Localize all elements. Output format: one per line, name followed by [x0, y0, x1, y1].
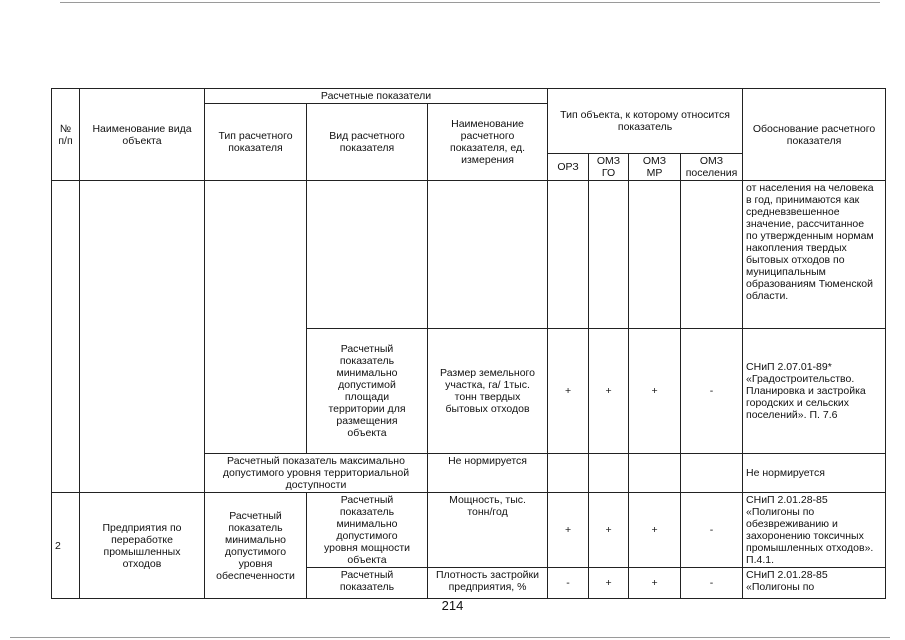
cell-omz-settlement-empty	[681, 454, 743, 493]
cell-indicator-unit: Не нормируется	[428, 454, 548, 493]
header-calc-indicators: Расчетные показатели	[205, 89, 548, 104]
header-indicator-kind: Вид расчетного показателя	[307, 104, 428, 181]
cell-type-empty	[205, 181, 307, 454]
header-basis: Обоснование расчетного показателя	[743, 89, 886, 181]
cell-basis: от населения на человека в год, принимаются как средневзвешенное значение, рассчитанное по утвержденным нормам накопления твердых бытовых отходов по муниципальным образованиям Тюменской области.	[743, 181, 886, 329]
cell-orz-empty	[548, 181, 589, 329]
cell-omz-go-empty	[589, 454, 629, 493]
cell-basis: Не нормируется	[743, 454, 886, 493]
cell-basis: СНиП 2.01.28-85 «Полигоны по	[743, 568, 886, 599]
cell-indicator-kind: Расчетный показатель минимально допустимой площади территории для размещения объекта	[307, 329, 428, 454]
cell-omz-mr: +	[629, 568, 681, 599]
cell-omz-go: +	[589, 493, 629, 568]
cell-orz-empty	[548, 454, 589, 493]
table-row	[52, 181, 886, 329]
header-object-type: Тип объекта, к которому относится показатель	[548, 89, 743, 154]
cell-omz-go: +	[589, 329, 629, 454]
cell-basis: СНиП 2.01.28-85 «Полигоны по обезвреживанию и захоронению токсичных промышленных отходов». П.4.1.	[743, 493, 886, 568]
scan-artifact-bottom	[10, 637, 890, 638]
cell-omz-settlement: -	[681, 493, 743, 568]
cell-omz-mr: +	[629, 493, 681, 568]
header-orz: ОРЗ	[548, 154, 589, 181]
cell-unit-empty	[428, 181, 548, 329]
cell-indicator-kind: Расчетный показатель минимально допустимого уровня мощности объекта	[307, 493, 428, 568]
cell-indicator-unit: Мощность, тыс. тонн/год	[428, 493, 548, 568]
cell-indicator-kind: Расчетный показатель	[307, 568, 428, 599]
scan-artifact-top	[60, 2, 880, 3]
cell-omz-mr: +	[629, 329, 681, 454]
header-row-1	[52, 89, 886, 104]
cell-indicator-type-kind: Расчетный показатель максимально допустимого уровня территориальной доступности	[205, 454, 428, 493]
cell-object-name: Предприятия по переработке промышленных отходов	[80, 493, 205, 599]
table-row	[52, 493, 886, 568]
cell-indicator-unit: Размер земельного участка, га/ 1тыс. тонн твердых бытовых отходов	[428, 329, 548, 454]
header-omz-go: ОМЗ ГО	[589, 154, 629, 181]
cell-number: 2	[52, 493, 80, 599]
header-omz-settlement: ОМЗ поселения	[681, 154, 743, 181]
cell-basis: СНиП 2.07.01-89* «Градостроительство. Планировка и застройка городских и сельских поселений». П. 7.6	[743, 329, 886, 454]
cell-omz-mr-empty	[629, 181, 681, 329]
cell-name-empty	[80, 181, 205, 493]
cell-orz: -	[548, 568, 589, 599]
cell-kind-empty	[307, 181, 428, 329]
cell-indicator-unit: Плотность застройки предприятия, %	[428, 568, 548, 599]
cell-omz-go-empty	[589, 181, 629, 329]
header-omz-mr: ОМЗ МР	[629, 154, 681, 181]
page-number: 214	[441, 598, 464, 613]
header-indicator-unit: Наименование расчетного показателя, ед. измерения	[428, 104, 548, 181]
cell-omz-settlement: -	[681, 568, 743, 599]
cell-omz-mr-empty	[629, 454, 681, 493]
cell-indicator-type: Расчетный показатель минимально допустимого уровня обеспеченности	[205, 493, 307, 599]
indicators-table	[51, 88, 886, 599]
cell-omz-go: +	[589, 568, 629, 599]
header-object-name: Наименование вида объекта	[80, 89, 205, 181]
header-number: № п/п	[52, 89, 80, 181]
cell-omz-settlement-empty	[681, 181, 743, 329]
cell-orz: +	[548, 493, 589, 568]
cell-omz-settlement: -	[681, 329, 743, 454]
header-indicator-type: Тип расчетного показателя	[205, 104, 307, 181]
cell-orz: +	[548, 329, 589, 454]
cell-number-empty	[52, 181, 80, 493]
